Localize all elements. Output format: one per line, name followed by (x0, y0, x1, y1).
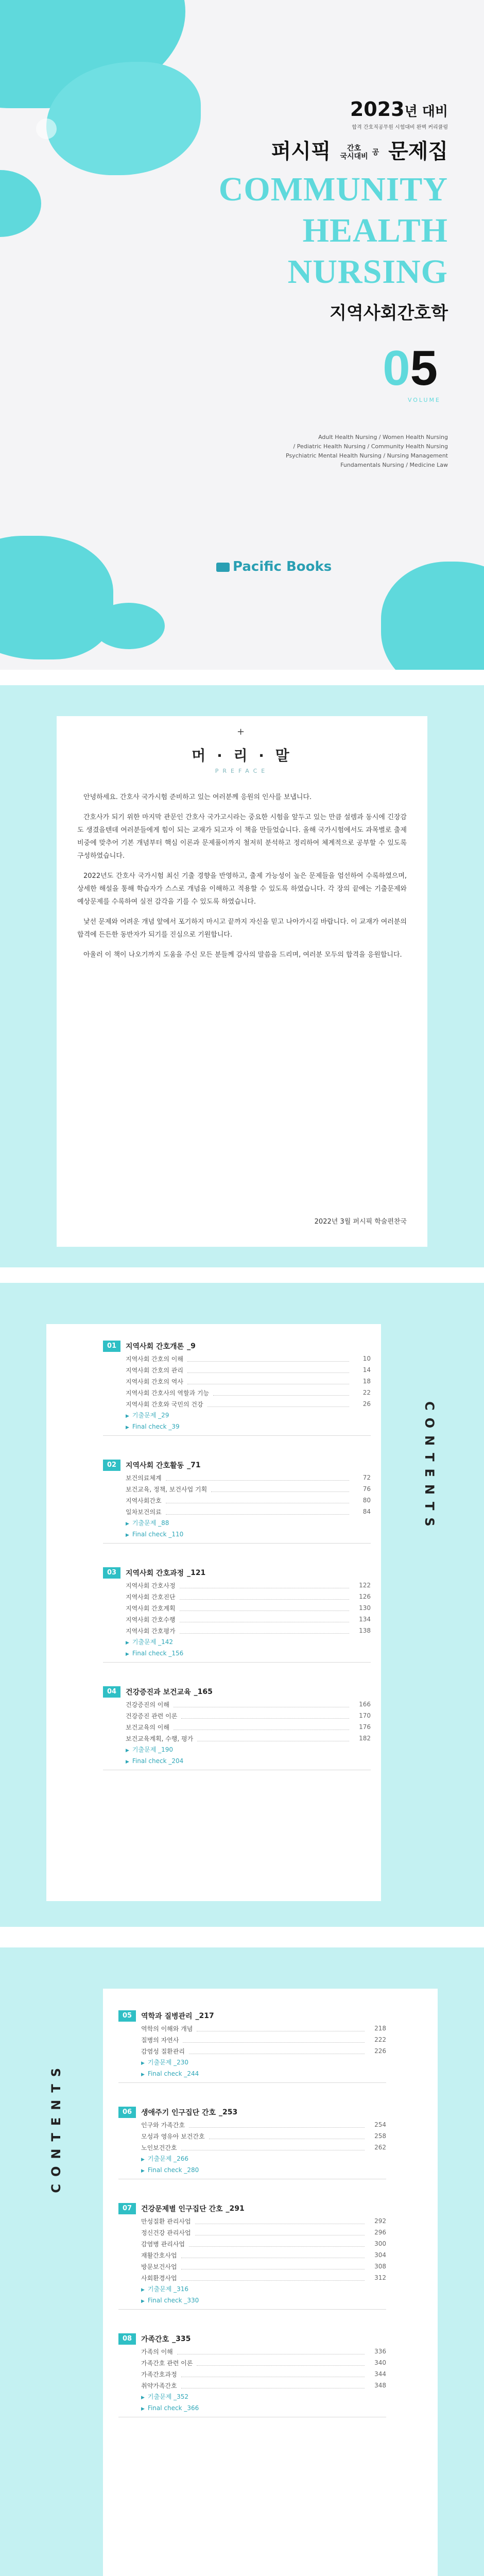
dot-leader (166, 1475, 349, 1481)
dot-leader (187, 1356, 349, 1362)
section-label: 가족간호 관련 이론 (141, 2359, 193, 2367)
dot-leader (166, 1498, 349, 1503)
dot-leader (180, 1628, 349, 1634)
chapter-page: _217 (195, 2012, 214, 2020)
toc-note[interactable]: ▶ 기출문제 _230 (141, 2057, 386, 2068)
section-page: 218 (374, 2025, 386, 2032)
section-label: 가족간호과정 (141, 2370, 177, 2378)
contents-label-vertical: CONTENTS (49, 2061, 63, 2193)
section-page: 170 (359, 1712, 371, 1719)
decorative-blob (36, 118, 57, 139)
chapter-heading[interactable] (103, 1459, 371, 1472)
volume-label: VOLUME (407, 397, 441, 403)
toc-section[interactable] (141, 2119, 386, 2130)
toc-note[interactable]: ▶ 기출문제 _266 (141, 2153, 386, 2164)
cover-year (350, 98, 448, 121)
toc-section[interactable] (141, 2238, 386, 2249)
toc-section[interactable] (126, 1710, 371, 1721)
section-label: 가족의 이해 (141, 2348, 173, 2355)
toc-note[interactable]: ▶ Final check _366 (141, 2402, 386, 2414)
title-mini-bottom: 국시대비 (340, 152, 368, 161)
toc-section[interactable] (126, 1495, 371, 1506)
title-prefix: 퍼시픽 (271, 140, 331, 163)
dot-leader (208, 1401, 349, 1407)
section-page: 348 (374, 2382, 386, 2389)
dot-leader (174, 1702, 349, 1707)
dot-leader (180, 1594, 349, 1600)
preface-heading: 머 · 리 · 말 (192, 747, 292, 764)
chapter-heading[interactable] (118, 2009, 386, 2023)
series-line: Adult Health Nursing / Women Health Nursing (318, 434, 448, 440)
toc-note[interactable]: ▶ 기출문제 _88 (126, 1517, 371, 1529)
series-line: Psychiatric Mental Health Nursing / Nursing Management (286, 452, 448, 459)
contents-label-vertical: CONTENTS (422, 1401, 437, 1534)
toc-section[interactable] (141, 2346, 386, 2357)
chapter-divider (103, 1543, 371, 1544)
section-page: 14 (362, 1366, 371, 1374)
year-number: 2023 (350, 98, 405, 121)
toc-chapter (103, 1459, 371, 1549)
preface-paragraph: 간호사가 되기 위한 마지막 관문인 간호사 국가고시라는 중요한 시험을 앞두고 있는 만큼 설렘과 동시에 긴장감도 생겼을텐데 여러분들에게 힘이 되는 교재가 되고자 이 책을 만들었습니다. 올해 국가시험에서도 과목별로 출제 비중에 맞추어 기본 개념부터 핵심 이론과 문제풀이까지 철저히 분석하고 정리하여 체계적으로 공부할 수 있도록 구성하였습니다. (77, 814, 407, 860)
section-page: 312 (374, 2274, 386, 2281)
en-title-line3: NURSING (287, 253, 448, 291)
section-page: 122 (359, 1582, 371, 1589)
chapter-title: 가족간호 (141, 2335, 169, 2344)
chapter-number: 03 (103, 1567, 120, 1579)
section-page: 226 (374, 2047, 386, 2055)
chapter-page: _9 (187, 1342, 196, 1350)
section-label: 지역사회 간호수행 (126, 1616, 176, 1623)
book-cover (0, 0, 484, 670)
chapter-number: 02 (103, 1460, 120, 1471)
section-page: 166 (359, 1701, 371, 1708)
dot-leader (209, 2133, 365, 2139)
title-suffix: 문제집 (388, 140, 448, 163)
toc-section[interactable] (141, 2261, 386, 2272)
dot-leader (213, 1390, 349, 1396)
preface-paragraph: 낯선 문제와 어려운 개념 앞에서 포기하지 마시고 끝까지 자신을 믿고 나아가시길 바랍니다. 이 교재가 여러분의 합격에 든든한 동반자가 되기를 진심으로 기원합니다. (77, 918, 407, 939)
preface-body (77, 791, 407, 969)
toc-section[interactable] (141, 2368, 386, 2380)
toc-section[interactable] (141, 2357, 386, 2368)
toc-note[interactable]: ▶ Final check _204 (126, 1755, 371, 1767)
dot-leader (181, 2252, 365, 2258)
cover-subtitle: 합격 간호직공무원 시험대비 완벽 커리큘럼 (352, 125, 448, 130)
toc-section[interactable] (141, 2215, 386, 2227)
section-page: 300 (374, 2240, 386, 2247)
toc-section[interactable] (126, 1376, 371, 1387)
toc-note[interactable]: ▶ 기출문제 _316 (141, 2283, 386, 2295)
section-page: 22 (362, 1389, 371, 1396)
publisher (216, 559, 332, 574)
dot-leader (197, 1736, 349, 1741)
toc-section[interactable] (126, 1591, 371, 1602)
chapter-divider (103, 1662, 371, 1663)
chapter-divider (103, 1435, 371, 1436)
chapter-page: _121 (187, 1569, 206, 1577)
toc-section[interactable] (126, 1699, 371, 1710)
section-label: 지역사회 간호사의 역할과 기능 (126, 1389, 210, 1397)
preface-paragraph: 안녕하세요. 간호사 국가시험 준비하고 있는 여러분께 응원의 인사를 보냅니다. (83, 793, 312, 801)
title-mini-top: 간호 (347, 144, 361, 152)
year-suffix: 년 대비 (404, 104, 448, 120)
chapter-title: 생애주기 인구집단 간호 (141, 2109, 216, 2117)
section-label: 노인보건간호 (141, 2144, 177, 2151)
cover-title (271, 135, 448, 164)
section-label: 지역사회 간호계획 (126, 1604, 176, 1612)
publisher-logo-icon (216, 563, 230, 572)
chapter-number: 04 (103, 1686, 120, 1698)
toc-note[interactable]: ▶ Final check _280 (141, 2164, 386, 2176)
dot-leader (195, 2218, 365, 2224)
toc-note[interactable]: ▶ Final check _156 (126, 1648, 371, 1659)
en-title-line2: HEALTH (302, 212, 448, 249)
section-page: 258 (374, 2132, 386, 2140)
dot-leader (181, 2275, 365, 2281)
publisher-name: Pacific Books (233, 559, 332, 574)
section-label: 모성과 영유아 보건간호 (141, 2132, 205, 2140)
chapter-title: 역학과 질병관리 (141, 2012, 193, 2021)
section-label: 인구와 가족간호 (141, 2121, 185, 2129)
section-page: 76 (362, 1485, 371, 1493)
dot-leader (189, 2241, 365, 2247)
subject-title: 지역사회간호학 (330, 303, 448, 324)
series-line: / Pediatric Health Nursing / Community Health Nursing (293, 443, 448, 450)
section-page: 344 (374, 2370, 386, 2378)
section-page: 336 (374, 2348, 386, 2355)
section-page: 176 (359, 1723, 371, 1731)
toc-note[interactable]: ▶ Final check _110 (126, 1529, 371, 1540)
toc-chapter (118, 2106, 386, 2184)
toc-section[interactable] (126, 1733, 371, 1744)
chapter-page: _165 (194, 1688, 213, 1696)
chapter-title: 지역사회 간호과정 (126, 1569, 184, 1578)
dot-leader (197, 2360, 365, 2366)
dot-leader (211, 1486, 349, 1492)
dot-leader (189, 2122, 365, 2128)
dot-leader (189, 2048, 365, 2054)
chapter-page: _253 (219, 2108, 238, 2116)
section-label: 지역사회 간호사정 (126, 1582, 176, 1589)
toc-chapter (103, 1566, 371, 1668)
toc-section[interactable] (141, 2130, 386, 2142)
toc-section[interactable] (141, 2227, 386, 2238)
toc-note[interactable]: ▶ Final check _244 (141, 2068, 386, 2079)
preface-paragraph: 아울러 이 책이 나오기까지 도움을 주신 모든 분들께 감사의 말씀을 드리며, 여러분 모두의 합격을 응원합니다. (83, 951, 402, 959)
title-mini (340, 144, 368, 161)
section-page: 292 (374, 2217, 386, 2225)
section-page: 80 (362, 1497, 371, 1504)
section-label: 정신건강 관리사업 (141, 2229, 191, 2236)
toc-chapter (103, 1685, 371, 1775)
section-page: 296 (374, 2229, 386, 2236)
section-page: 18 (362, 1378, 371, 1385)
chapter-number: 06 (118, 2107, 136, 2118)
toc-chapter (118, 2332, 386, 2422)
section-label: 건강증진 관련 이론 (126, 1712, 178, 1720)
section-page: 26 (362, 1400, 371, 1408)
toc-chapter (118, 2202, 386, 2315)
dot-leader (180, 1605, 349, 1611)
toc-section[interactable] (126, 1398, 371, 1410)
plus-icon: + (237, 726, 245, 737)
toc-section[interactable] (126, 1625, 371, 1636)
dot-leader (174, 1724, 349, 1730)
en-title-line1: COMMUNITY (218, 171, 448, 208)
section-page: 222 (374, 2036, 386, 2043)
section-label: 감염성 질환관리 (141, 2047, 185, 2055)
section-page: 254 (374, 2121, 386, 2128)
section-label: 만성질환 관리사업 (141, 2217, 191, 2225)
decorative-blob (0, 536, 113, 659)
chapter-page: _71 (187, 1461, 201, 1469)
decorative-blob (93, 603, 165, 649)
section-page: 84 (362, 1508, 371, 1515)
section-label: 지역사회 간호진단 (126, 1593, 176, 1601)
dot-leader (183, 2037, 365, 2043)
series-list (286, 433, 448, 470)
dot-leader (180, 1617, 349, 1622)
series-line: Fundamentals Nursing / Medicine Law (340, 462, 448, 468)
toc-section[interactable] (141, 2272, 386, 2283)
section-label: 보건교육의 이해 (126, 1723, 169, 1731)
toc-note[interactable]: ▶ Final check _330 (141, 2295, 386, 2306)
chapter-heading[interactable] (103, 1685, 371, 1699)
section-label: 역학의 이해와 개념 (141, 2025, 193, 2032)
preface-signature: 2022년 3월 퍼시픽 학술편찬국 (314, 1218, 407, 1226)
chapter-title: 건강증진과 보건교육 (126, 1688, 191, 1697)
section-label: 보건교육계획, 수행, 평가 (126, 1735, 194, 1742)
section-page: 134 (359, 1616, 371, 1623)
toc-section[interactable] (126, 1364, 371, 1376)
toc-section[interactable] (141, 2249, 386, 2261)
dot-leader (166, 1509, 349, 1515)
toc-note[interactable]: ▶ 기출문제 _29 (126, 1410, 371, 1421)
toc-note[interactable]: ▶ Final check _39 (126, 1421, 371, 1432)
dot-leader (180, 1583, 349, 1588)
section-page: 130 (359, 1604, 371, 1612)
toc-section[interactable] (126, 1721, 371, 1733)
dot-leader (177, 2349, 365, 2354)
section-page: 138 (359, 1627, 371, 1634)
chapter-heading[interactable] (118, 2106, 386, 2119)
section-label: 지역사회간호 (126, 1497, 162, 1504)
chapter-heading[interactable] (103, 1340, 371, 1353)
section-label: 지역사회 간호평가 (126, 1627, 176, 1635)
dot-leader (197, 2026, 365, 2031)
dot-leader (181, 2145, 365, 2150)
section-label: 방문보건사업 (141, 2263, 177, 2270)
toc-section[interactable] (126, 1353, 371, 1364)
toc-section[interactable] (126, 1506, 371, 1517)
section-label: 지역사회 간호의 이해 (126, 1355, 183, 1363)
chapter-page: _335 (172, 2335, 191, 2343)
chapter-page: _291 (226, 2205, 245, 2213)
chapter-title: 지역사회 간호개론 (126, 1343, 184, 1351)
chapter-heading[interactable] (118, 2202, 386, 2215)
toc-note[interactable]: ▶ 기출문제 _142 (126, 1636, 371, 1648)
chapter-heading[interactable] (103, 1566, 371, 1580)
chapter-number: 07 (118, 2203, 136, 2214)
chapter-heading[interactable] (118, 2332, 386, 2346)
section-page: 126 (359, 1593, 371, 1600)
section-label: 일차보건의료 (126, 1508, 162, 1516)
section-label: 보건의료체계 (126, 1474, 162, 1482)
toc-note[interactable]: ▶ 기출문제 _190 (126, 1744, 371, 1755)
chapter-number: 05 (118, 2010, 136, 2022)
section-label: 취약가족간호 (141, 2382, 177, 2389)
section-page: 72 (362, 1474, 371, 1481)
section-label: 질병의 자연사 (141, 2036, 179, 2044)
toc-chapter (118, 2009, 386, 2088)
chapter-number: 08 (118, 2333, 136, 2345)
section-label: 보건교육, 정책, 보건사업 기획 (126, 1485, 208, 1493)
chapter-divider (118, 2082, 386, 2083)
section-label: 지역사회 간호와 국민의 건강 (126, 1400, 203, 1408)
chapter-title: 지역사회 간호활동 (126, 1462, 184, 1470)
volume-digit: 5 (410, 341, 438, 396)
toc-section[interactable] (141, 2023, 386, 2034)
toc-section[interactable] (126, 1602, 371, 1614)
section-page: 182 (359, 1735, 371, 1742)
toc-section[interactable] (141, 2034, 386, 2045)
section-label: 지역사회 간호의 관리 (126, 1366, 183, 1374)
chapter-title: 건강문제별 인구집단 간호 (141, 2205, 223, 2213)
section-label: 사회환경사업 (141, 2274, 177, 2282)
dot-leader (187, 1367, 349, 1373)
section-page: 308 (374, 2263, 386, 2270)
dot-leader (181, 2264, 365, 2269)
dot-leader (181, 2383, 365, 2388)
toc-section[interactable] (126, 1472, 371, 1483)
preface-heading-en: PREFACE (215, 768, 269, 774)
toc-section[interactable] (126, 1387, 371, 1398)
section-page: 262 (374, 2144, 386, 2151)
dot-leader (195, 2230, 365, 2235)
decorative-blob (0, 170, 41, 237)
toc-section[interactable] (126, 1580, 371, 1591)
toc-chapter (103, 1340, 371, 1441)
section-page: 10 (362, 1355, 371, 1362)
toc-section[interactable] (141, 2380, 386, 2391)
toc-section[interactable] (141, 2045, 386, 2057)
decorative-blob (381, 562, 484, 670)
preface-paragraph: 2022년도 간호사 국가시험 최신 기출 경향을 반영하고, 출제 가능성이 높은 문제들을 엄선하여 수록하였으며, 상세한 해설을 통해 학습자가 스스로 개념을 이해하고 적용할 수 있도록 하였습니다. 각 장의 끝에는 기출문제와 예상문제를 수록하여 실전 감각을 기를 수 있도록 하였습니다. (77, 872, 407, 906)
toc-section[interactable] (126, 1614, 371, 1625)
section-page: 340 (374, 2359, 386, 2366)
section-page: 304 (374, 2251, 386, 2259)
preface-card (57, 716, 427, 1247)
toc-section[interactable] (126, 1483, 371, 1495)
volume-number (383, 340, 438, 397)
dot-leader (187, 1379, 349, 1384)
dot-leader (181, 2371, 365, 2377)
dot-leader (181, 1713, 349, 1719)
toc-note[interactable]: ▶ 기출문제 _352 (141, 2391, 386, 2402)
title-mini-right: 공 (372, 148, 379, 157)
section-label: 감염병 관리사업 (141, 2240, 185, 2248)
section-label: 건강증진의 이해 (126, 1701, 169, 1708)
chapter-number: 01 (103, 1341, 120, 1352)
chapter-divider (118, 2309, 386, 2310)
section-label: 재활간호사업 (141, 2251, 177, 2259)
section-label: 지역사회 간호의 역사 (126, 1378, 183, 1385)
volume-zero: 0 (383, 341, 410, 396)
toc-section[interactable] (141, 2142, 386, 2153)
